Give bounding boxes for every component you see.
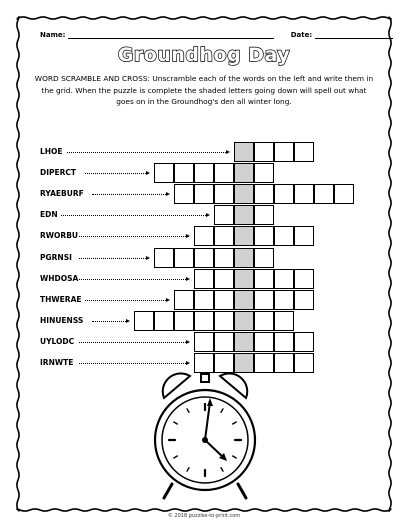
copyright-footer: © 2018 puzzles-to-print.com xyxy=(167,513,241,519)
letter-box[interactable] xyxy=(274,311,294,331)
letter-box[interactable] xyxy=(274,142,294,162)
scrambled-word: WHDOSA xyxy=(40,273,79,283)
arrow-icon xyxy=(186,361,190,365)
arrow-icon xyxy=(186,234,190,238)
shaded-letter-box[interactable] xyxy=(234,353,254,373)
letter-box[interactable] xyxy=(334,184,354,204)
arrow-icon xyxy=(186,277,190,281)
letter-box[interactable] xyxy=(134,311,154,331)
letter-box[interactable] xyxy=(294,290,314,310)
name-field[interactable] xyxy=(68,30,274,39)
shaded-letter-box[interactable] xyxy=(234,163,254,183)
arrow-icon xyxy=(186,340,190,344)
letter-box[interactable] xyxy=(294,226,314,246)
shaded-letter-box[interactable] xyxy=(234,205,254,225)
shaded-letter-box[interactable] xyxy=(234,248,254,268)
shaded-letter-box[interactable] xyxy=(234,142,254,162)
leader-dots xyxy=(79,279,186,280)
arrow-icon xyxy=(166,192,170,196)
scrambled-word: EDN xyxy=(40,210,58,220)
scrambled-word: RWORBU xyxy=(40,231,79,241)
letter-box[interactable] xyxy=(274,184,294,204)
letter-box[interactable] xyxy=(174,248,194,268)
leader-dots xyxy=(85,300,166,301)
letter-box[interactable] xyxy=(274,290,294,310)
letter-box[interactable] xyxy=(294,332,314,352)
shaded-letter-box[interactable] xyxy=(234,290,254,310)
letter-box[interactable] xyxy=(174,184,194,204)
letter-box[interactable] xyxy=(214,205,234,225)
name-label: Name: xyxy=(40,31,66,39)
letter-box[interactable] xyxy=(194,248,214,268)
letter-box[interactable] xyxy=(254,184,274,204)
letter-box[interactable] xyxy=(294,142,314,162)
scrambled-word: RYAEBURF xyxy=(40,189,84,199)
letter-box[interactable] xyxy=(214,163,234,183)
letter-box[interactable] xyxy=(214,332,234,352)
letter-box[interactable] xyxy=(254,290,274,310)
leader-dots xyxy=(92,321,126,322)
letter-box[interactable] xyxy=(174,163,194,183)
letter-box[interactable] xyxy=(214,290,234,310)
letter-box[interactable] xyxy=(194,226,214,246)
scrambled-word: HINUENSS xyxy=(40,315,84,325)
date-field[interactable] xyxy=(315,30,393,39)
letter-box[interactable] xyxy=(254,142,274,162)
letter-box[interactable] xyxy=(194,332,214,352)
letter-box[interactable] xyxy=(214,184,234,204)
shaded-letter-box[interactable] xyxy=(234,226,254,246)
leader-dots xyxy=(61,215,206,216)
letter-box[interactable] xyxy=(194,290,214,310)
scrambled-word: LHOE xyxy=(40,147,63,156)
letter-box[interactable] xyxy=(254,226,274,246)
letter-box[interactable] xyxy=(194,311,214,331)
leader-dots xyxy=(79,363,186,364)
letter-box[interactable] xyxy=(294,269,314,289)
leader-dots xyxy=(92,194,166,195)
letter-box[interactable] xyxy=(254,248,274,268)
letter-box[interactable] xyxy=(154,163,174,183)
scrambled-word: THWERAE xyxy=(40,294,82,304)
scrambled-word: PGRNSI xyxy=(40,252,72,262)
instructions-text: WORD SCRAMBLE AND CROSS: Unscramble each of the words on the left and write them in the grid. When the puzzle is complete the shaded letters going down will spell out what goes on in the Groundhog's den all winter long. xyxy=(34,74,374,106)
letter-box[interactable] xyxy=(214,311,234,331)
letter-box[interactable] xyxy=(254,311,274,331)
scrambled-word: IRNWTE xyxy=(40,358,74,367)
shaded-letter-box[interactable] xyxy=(234,332,254,352)
letter-box[interactable] xyxy=(254,205,274,225)
letter-box[interactable] xyxy=(254,269,274,289)
leader-dots xyxy=(79,236,186,237)
letter-box[interactable] xyxy=(174,290,194,310)
alarm-clock-icon xyxy=(150,372,260,504)
letter-box[interactable] xyxy=(194,269,214,289)
date-label: Date: xyxy=(290,31,313,39)
arrow-icon xyxy=(126,319,130,323)
arrow-icon xyxy=(226,150,230,154)
letter-box[interactable] xyxy=(254,163,274,183)
letter-box[interactable] xyxy=(214,248,234,268)
letter-box[interactable] xyxy=(274,269,294,289)
leader-dots xyxy=(67,152,226,153)
letter-box[interactable] xyxy=(194,163,214,183)
letter-box[interactable] xyxy=(274,226,294,246)
letter-box[interactable] xyxy=(274,332,294,352)
arrow-icon xyxy=(206,213,210,217)
leader-dots xyxy=(79,342,186,343)
shaded-letter-box[interactable] xyxy=(234,269,254,289)
letter-box[interactable] xyxy=(154,248,174,268)
arrow-icon xyxy=(146,171,150,175)
letter-box[interactable] xyxy=(194,184,214,204)
shaded-letter-box[interactable] xyxy=(234,184,254,204)
scrambled-word: UYLODC xyxy=(40,336,75,346)
letter-box[interactable] xyxy=(174,311,194,331)
letter-box[interactable] xyxy=(274,353,294,373)
scrambled-word: DIPERCT xyxy=(40,168,77,178)
letter-box[interactable] xyxy=(314,184,334,204)
arrow-icon xyxy=(146,256,150,260)
letter-box[interactable] xyxy=(214,269,234,289)
letter-box[interactable] xyxy=(294,184,314,204)
leader-dots xyxy=(85,173,146,174)
letter-box[interactable] xyxy=(214,353,234,373)
letter-box[interactable] xyxy=(214,226,234,246)
letter-box[interactable] xyxy=(254,353,274,373)
letter-box[interactable] xyxy=(154,311,174,331)
letter-box[interactable] xyxy=(194,353,214,373)
arrow-icon xyxy=(166,298,170,302)
letter-box[interactable] xyxy=(294,353,314,373)
leader-dots xyxy=(79,258,146,259)
letter-box[interactable] xyxy=(254,332,274,352)
header-fields xyxy=(40,30,393,39)
page-title: Groundhog Day xyxy=(117,44,291,66)
shaded-letter-box[interactable] xyxy=(234,311,254,331)
